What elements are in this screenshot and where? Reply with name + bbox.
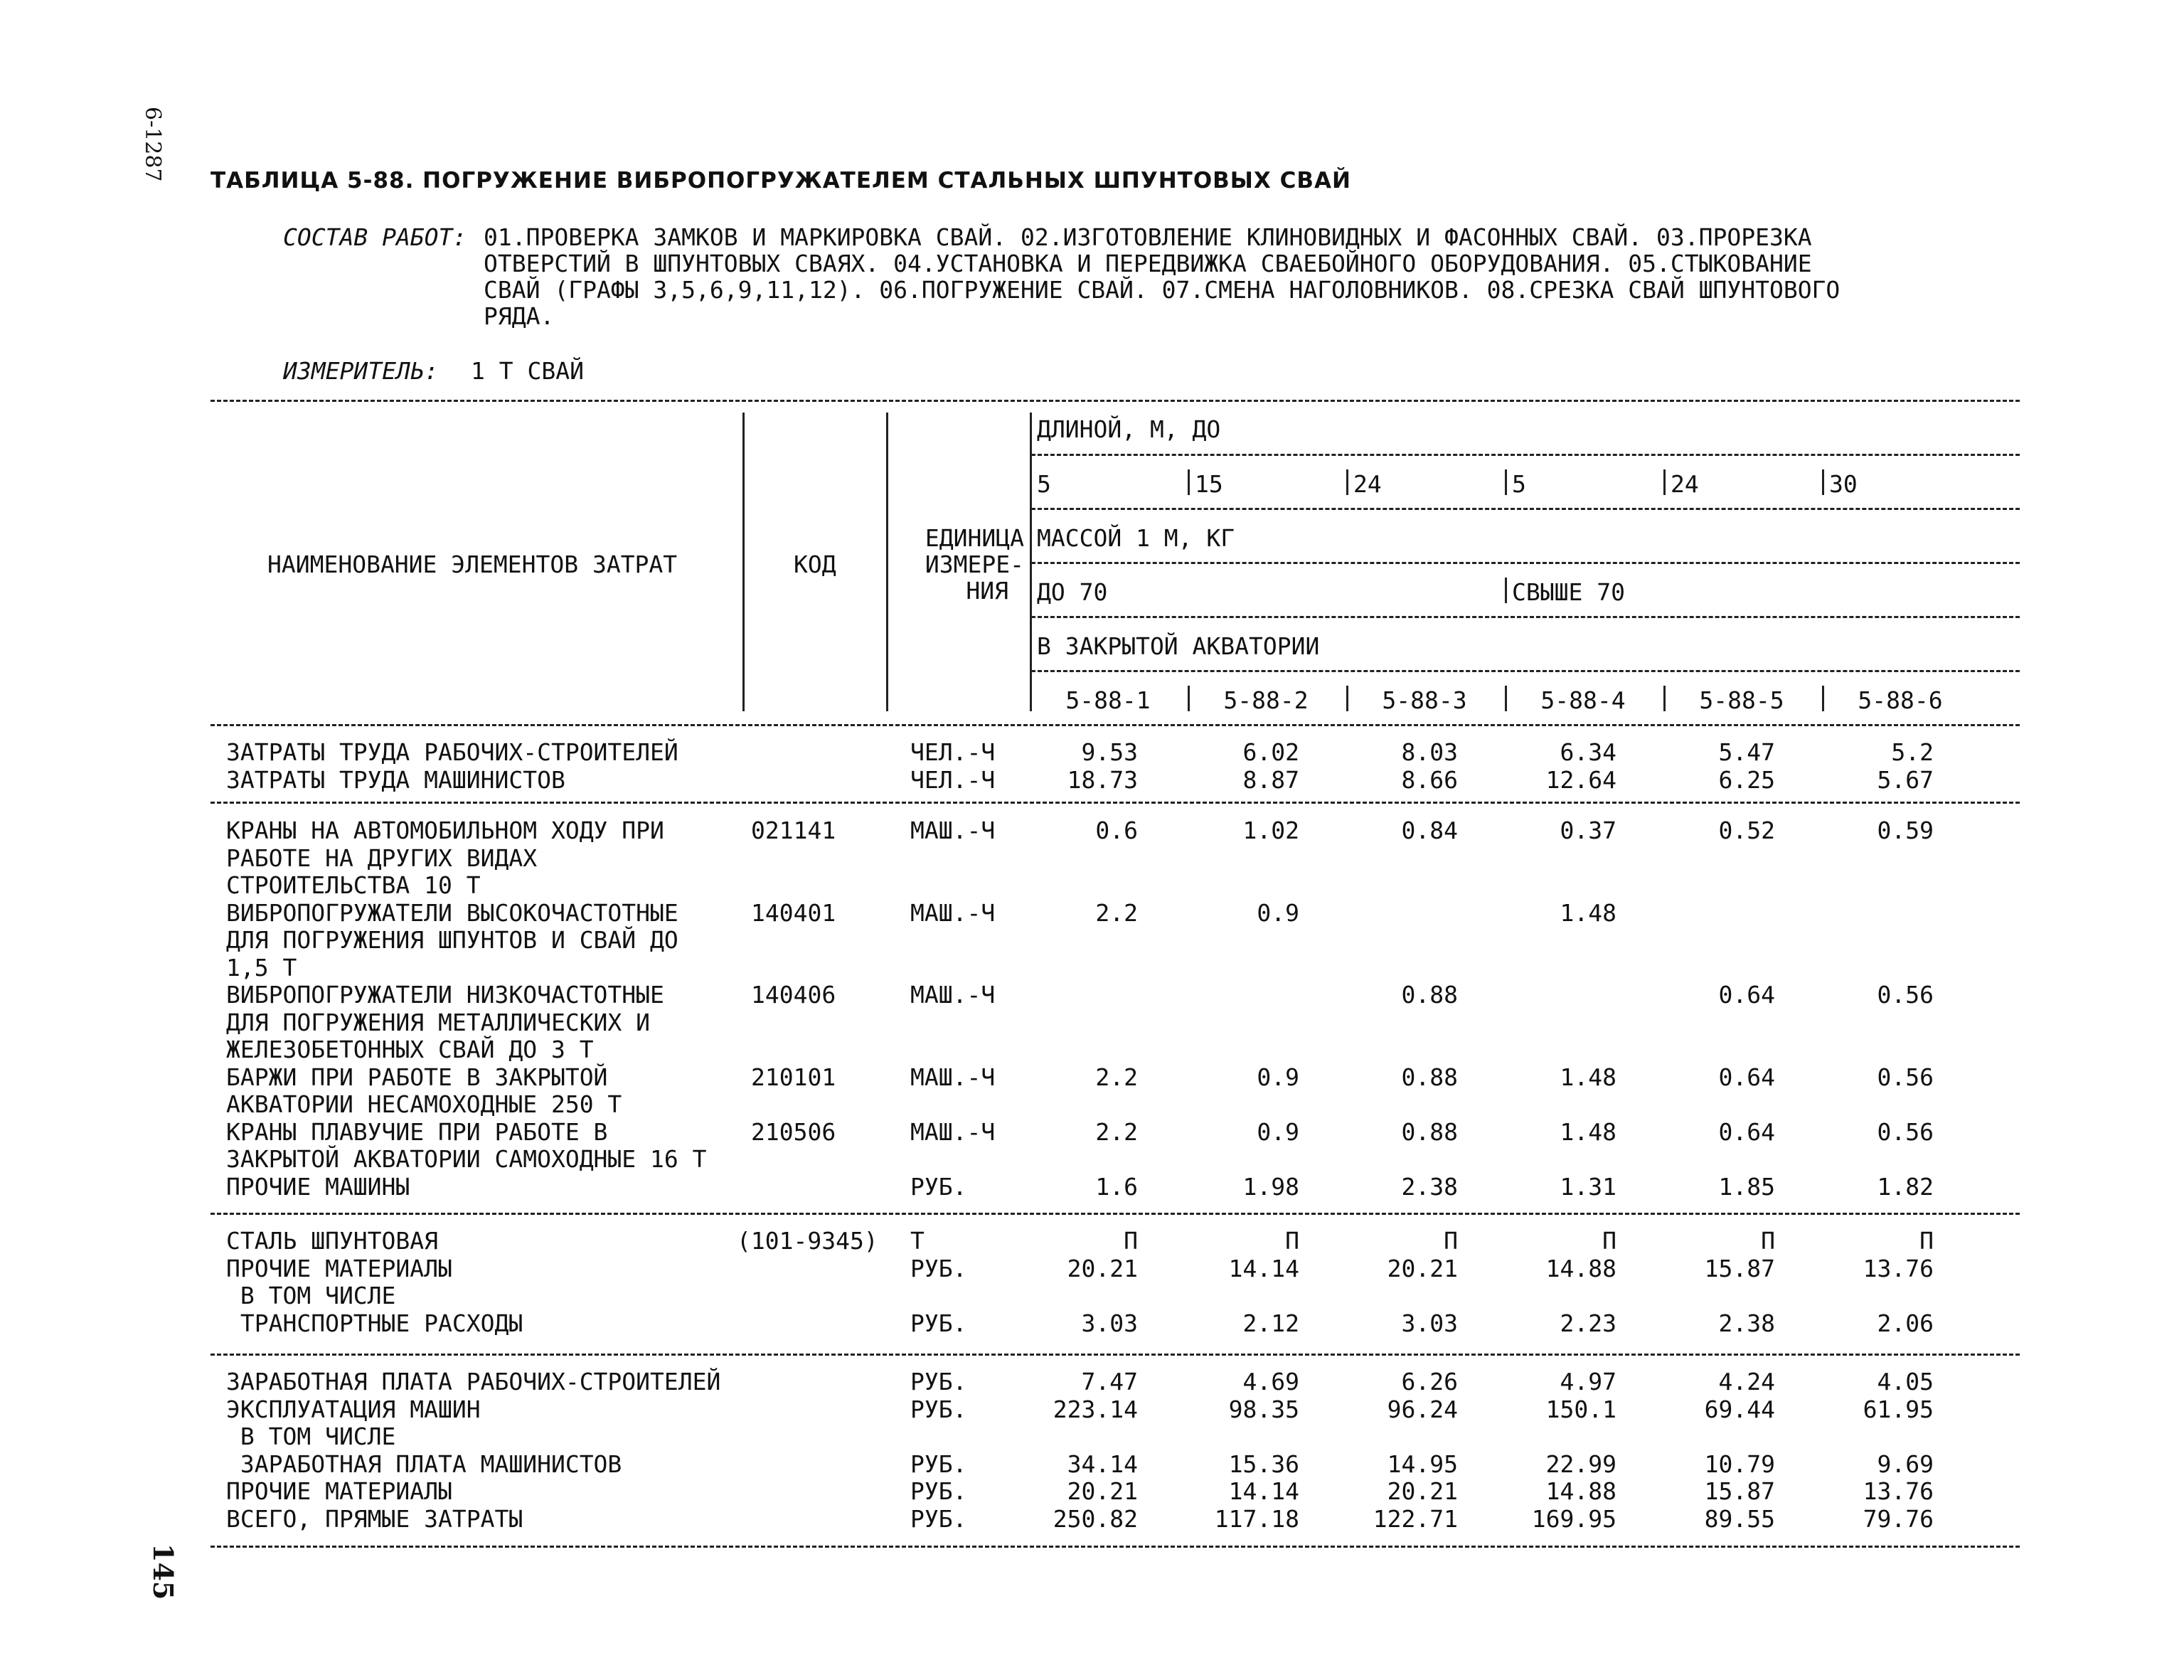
table-cell-value: 1.48	[1560, 1117, 1616, 1146]
header-sub-rule	[1031, 616, 2020, 618]
page-number: 145	[147, 1543, 179, 1600]
resource-code: 021141	[751, 817, 836, 844]
column-code: 5-88-1	[1065, 686, 1151, 714]
composition-line: СВАЙ (ГРАФЫ 3,5,6,9,11,12). 06.ПОГРУЖЕНИЕ СВАЙ. 07.СМЕНА НАГОЛОВНИКОВ. 08.СРЕЗКА СВАЙ ШПУНТОВОГО	[484, 276, 1841, 304]
table-cell-value: 1.82	[1877, 1172, 1934, 1201]
unit-of-measure: РУБ.	[910, 1309, 967, 1337]
table-cell-value: 150.1	[1545, 1395, 1616, 1423]
table-cell-value: 5.47	[1718, 738, 1775, 766]
section-rule	[211, 802, 2020, 804]
table-cell-value: 14.14	[1228, 1477, 1299, 1505]
table-cell-value: 2.12	[1242, 1309, 1299, 1337]
length-separator	[1663, 469, 1666, 495]
header-sub-rule	[1031, 670, 2020, 672]
unit-of-measure: РУБ.	[910, 1254, 967, 1282]
table-cell-value: 0.84	[1401, 817, 1458, 844]
table-cell-value: 15.87	[1704, 1254, 1775, 1282]
table-cell-value: 14.88	[1545, 1254, 1616, 1282]
cost-element-name: ДЛЯ ПОГРУЖЕНИЯ ШПУНТОВ И СВАЙ ДО	[226, 926, 678, 954]
table-top-rule	[211, 400, 2020, 402]
table-cell-value: 20.21	[1387, 1477, 1458, 1505]
section-rule	[211, 1354, 2020, 1356]
cost-element-name: ЗАТРАТЫ ТРУДА РАБОЧИХ-СТРОИТЕЛЕЙ	[226, 738, 678, 766]
table-cell-value: 2.06	[1877, 1309, 1934, 1337]
cost-element-name: ЗАРАБОТНАЯ ПЛАТА МАШИНИСТОВ	[226, 1450, 622, 1478]
table-cell-value: 15.36	[1228, 1450, 1299, 1478]
table-cell-value: 0.37	[1560, 817, 1616, 844]
table-cell-value: 14.14	[1228, 1254, 1299, 1282]
mass-label: МАССОЙ 1 М, КГ	[1037, 524, 1235, 552]
table-cell-value: 0.6	[1095, 817, 1138, 844]
table-cell-value: 9.53	[1081, 738, 1138, 766]
table-cell-value: 14.88	[1545, 1477, 1616, 1505]
measure-label: ИЗМЕРИТЕЛЬ:	[283, 357, 439, 385]
table-cell-value: 4.97	[1560, 1368, 1616, 1395]
table-cell-value: 2.2	[1095, 1063, 1138, 1091]
table-bottom-rule	[211, 1546, 2020, 1548]
section-rule	[211, 1213, 2020, 1215]
table-cell-value: 8.03	[1401, 738, 1458, 766]
table-cell-value: 1.48	[1560, 1063, 1616, 1091]
cost-element-name: РАБОТЕ НА ДРУГИХ ВИДАХ	[226, 844, 538, 872]
column-code: 5-88-2	[1223, 686, 1309, 714]
cost-element-name: 1,5 Т	[226, 953, 297, 982]
table-cell-value: 2.2	[1095, 898, 1138, 927]
cost-element-name: БАРЖИ ПРИ РАБОТЕ В ЗАКРЫТОЙ	[226, 1063, 608, 1091]
unit-of-measure: РУБ.	[910, 1172, 967, 1201]
table-cell-value: 169.95	[1531, 1504, 1616, 1533]
header-unit-line: ИЗМЕРЕ-	[925, 551, 1024, 578]
table-cell-value: 10.79	[1704, 1450, 1775, 1478]
composition-line: 01.ПРОВЕРКА ЗАМКОВ И МАРКИРОВКА СВАЙ. 02.ИЗГОТОВЛЕНИЕ КЛИНОВИДНЫХ И ФАСОННЫХ СВАЙ. 03.ПРОРЕЗКА	[484, 223, 1812, 251]
table-cell-value: 0.88	[1401, 1063, 1458, 1091]
code-separator	[1346, 686, 1348, 711]
cost-element-name: ВСЕГО, ПРЯМЫЕ ЗАТРАТЫ	[226, 1504, 523, 1533]
mass-group: СВЫШЕ 70	[1512, 578, 1625, 606]
table-cell-value: 5.2	[1891, 738, 1934, 766]
unit-of-measure: Т	[910, 1227, 925, 1255]
table-cell-value: П	[1602, 1227, 1616, 1255]
document-code: 6-1287	[140, 107, 165, 182]
resource-code: (101-9345)	[737, 1227, 878, 1255]
table-cell-value: 3.03	[1081, 1309, 1138, 1337]
table-cell-value: 22.99	[1545, 1450, 1616, 1478]
header-unit-line: НИЯ	[966, 577, 1008, 605]
table-cell-value: 0.88	[1401, 1117, 1458, 1146]
table-cell-value: 13.76	[1863, 1254, 1934, 1282]
table-cell-value: 34.14	[1067, 1450, 1138, 1478]
table-cell-value: 5.67	[1877, 765, 1934, 794]
table-cell-value: 20.21	[1067, 1477, 1138, 1505]
resource-code: 140401	[751, 898, 836, 927]
table-cell-value: П	[1285, 1227, 1299, 1255]
table-cell-value: 0.64	[1718, 1117, 1775, 1146]
table-cell-value: 6.02	[1242, 738, 1299, 766]
unit-of-measure: ЧЕЛ.-Ч	[910, 738, 996, 766]
cost-element-name: ЗАРАБОТНАЯ ПЛАТА РАБОЧИХ-СТРОИТЕЛЕЙ	[226, 1368, 721, 1395]
table-cell-value: 0.88	[1401, 981, 1458, 1009]
column-code: 5-88-6	[1858, 686, 1943, 714]
table-cell-value: 122.71	[1373, 1504, 1458, 1533]
unit-of-measure: МАШ.-Ч	[910, 817, 996, 844]
unit-of-measure: РУБ.	[910, 1395, 967, 1423]
unit-of-measure: ЧЕЛ.-Ч	[910, 765, 996, 794]
column-code: 5-88-5	[1699, 686, 1784, 714]
table-cell-value: 223.14	[1053, 1395, 1138, 1423]
table-cell-value: 96.24	[1387, 1395, 1458, 1423]
code-separator	[1663, 686, 1666, 711]
table-cell-value: 0.64	[1718, 981, 1775, 1009]
composition-line: РЯДА.	[484, 302, 555, 330]
table-cell-value: 0.56	[1877, 981, 1934, 1009]
cost-element-name: ВИБРОПОГРУЖАТЕЛИ ВЫСОКОЧАСТОТНЫЕ	[226, 898, 678, 927]
table-cell-value: 1.48	[1560, 898, 1616, 927]
table-cell-value: 79.76	[1863, 1504, 1934, 1533]
table-title: ТАБЛИЦА 5-88. ПОГРУЖЕНИЕ ВИБРОПОГРУЖАТЕЛЕМ СТАЛЬНЫХ ШПУНТОВЫХ СВАЙ	[211, 168, 1351, 193]
length-separator	[1505, 469, 1507, 495]
length-value: 30	[1829, 470, 1858, 498]
length-separator	[1822, 469, 1824, 495]
code-separator	[1188, 686, 1190, 711]
table-cell-value: 0.59	[1877, 817, 1934, 844]
table-cell-value: 0.56	[1877, 1117, 1934, 1146]
table-cell-value: 69.44	[1704, 1395, 1775, 1423]
resource-code: 210506	[751, 1117, 836, 1146]
table-cell-value: 0.52	[1718, 817, 1775, 844]
length-separator	[1188, 469, 1190, 495]
table-cell-value: 0.64	[1718, 1063, 1775, 1091]
cost-element-name: ПРОЧИЕ МАТЕРИАЛЫ	[226, 1477, 452, 1505]
table-cell-value: П	[1124, 1227, 1138, 1255]
mass-separator	[1505, 578, 1507, 603]
composition-label: СОСТАВ РАБОТ:	[283, 223, 467, 251]
column-code: 5-88-4	[1540, 686, 1626, 714]
cost-element-name: ЗАКРЫТОЙ АКВАТОРИИ САМОХОДНЫЕ 16 Т	[226, 1145, 707, 1173]
cost-element-name: ЭКСПЛУАТАЦИЯ МАШИН	[226, 1395, 481, 1423]
cost-element-name: КРАНЫ НА АВТОМОБИЛЬНОМ ХОДУ ПРИ	[226, 817, 664, 844]
cost-element-name: ЖЕЛЕЗОБЕТОННЫХ СВАЙ ДО 3 Т	[226, 1036, 594, 1063]
table-cell-value: 2.2	[1095, 1117, 1138, 1146]
table-cell-value: 3.03	[1401, 1309, 1458, 1337]
table-cell-value: 13.76	[1863, 1477, 1934, 1505]
cost-element-name: ТРАНСПОРТНЫЕ РАСХОДЫ	[226, 1309, 523, 1337]
cost-element-name: АКВАТОРИИ НЕСАМОХОДНЫЕ 250 Т	[226, 1090, 622, 1118]
header-name-column: НАИМЕНОВАНИЕ ЭЛЕМЕНТОВ ЗАТРАТ	[267, 551, 678, 578]
header-sub-rule	[1031, 562, 2020, 564]
table-cell-value: 0.9	[1257, 1117, 1299, 1146]
cost-element-name: КРАНЫ ПЛАВУЧИЕ ПРИ РАБОТЕ В	[226, 1117, 608, 1146]
table-cell-value: 61.95	[1863, 1395, 1934, 1423]
cost-element-name: В ТОМ ЧИСЛЕ	[226, 1423, 396, 1450]
header-code-column: КОД	[794, 551, 836, 578]
table-cell-value: П	[1444, 1227, 1458, 1255]
table-cell-value: 9.69	[1877, 1450, 1934, 1478]
cost-element-name: СТРОИТЕЛЬСТВА 10 Т	[226, 871, 481, 899]
table-cell-value: 98.35	[1228, 1395, 1299, 1423]
table-cell-value: 14.95	[1387, 1450, 1458, 1478]
unit-of-measure: РУБ.	[910, 1504, 967, 1533]
cost-element-name: ЗАТРАТЫ ТРУДА МАШИНИСТОВ	[226, 765, 565, 794]
column-separator	[886, 413, 888, 711]
table-cell-value: 15.87	[1704, 1477, 1775, 1505]
table-cell-value: 6.26	[1401, 1368, 1458, 1395]
header-unit-line: ЕДИНИЦА	[925, 524, 1024, 552]
table-cell-value: 12.64	[1545, 765, 1616, 794]
table-cell-value: 7.47	[1081, 1368, 1138, 1395]
resource-code: 210101	[751, 1063, 836, 1091]
unit-of-measure: МАШ.-Ч	[910, 1063, 996, 1091]
cost-element-name: ПРОЧИЕ МАТЕРИАЛЫ	[226, 1254, 452, 1282]
table-cell-value: 0.9	[1257, 1063, 1299, 1091]
column-separator	[1030, 413, 1032, 711]
resource-code: 140406	[751, 981, 836, 1009]
table-cell-value: 1.98	[1242, 1172, 1299, 1201]
length-separator	[1346, 469, 1348, 495]
measure-value: 1 Т СВАЙ	[471, 357, 584, 385]
table-cell-value: 8.66	[1401, 765, 1458, 794]
table-cell-value: 117.18	[1214, 1504, 1299, 1533]
table-cell-value: 1.31	[1560, 1172, 1616, 1201]
table-cell-value: 1.02	[1242, 817, 1299, 844]
unit-of-measure: РУБ.	[910, 1368, 967, 1395]
table-cell-value: 1.6	[1095, 1172, 1138, 1201]
column-code: 5-88-3	[1382, 686, 1467, 714]
cost-element-name: ДЛЯ ПОГРУЖЕНИЯ МЕТАЛЛИЧЕСКИХ И	[226, 1008, 651, 1036]
length-value: 5	[1037, 470, 1051, 498]
unit-of-measure: МАШ.-Ч	[910, 981, 996, 1009]
code-separator	[1505, 686, 1507, 711]
table-cell-value: П	[1919, 1227, 1934, 1255]
header-sub-rule	[1031, 454, 2020, 456]
header-bottom-rule	[211, 724, 2020, 726]
table-cell-value: 20.21	[1067, 1254, 1138, 1282]
table-cell-value: 6.25	[1718, 765, 1775, 794]
table-cell-value: 18.73	[1067, 765, 1138, 794]
table-cell-value: 4.69	[1242, 1368, 1299, 1395]
table-cell-value: 4.05	[1877, 1368, 1934, 1395]
table-cell-value: 0.56	[1877, 1063, 1934, 1091]
table-cell-value: П	[1761, 1227, 1775, 1255]
cost-element-name: ПРОЧИЕ МАШИНЫ	[226, 1172, 410, 1201]
table-cell-value: 2.38	[1718, 1309, 1775, 1337]
cost-element-name: ВИБРОПОГРУЖАТЕЛИ НИЗКОЧАСТОТНЫЕ	[226, 981, 664, 1009]
table-cell-value: 8.87	[1242, 765, 1299, 794]
water-label: В ЗАКРЫТОЙ АКВАТОРИИ	[1037, 632, 1320, 660]
table-cell-value: 20.21	[1387, 1254, 1458, 1282]
length-value: 24	[1671, 470, 1699, 498]
cost-element-name: СТАЛЬ ШПУНТОВАЯ	[226, 1227, 439, 1255]
table-cell-value: 2.23	[1560, 1309, 1616, 1337]
table-cell-value: 0.9	[1257, 898, 1299, 927]
table-cell-value: 1.85	[1718, 1172, 1775, 1201]
length-value: 15	[1195, 470, 1223, 498]
unit-of-measure: МАШ.-Ч	[910, 1117, 996, 1146]
table-cell-value: 4.24	[1718, 1368, 1775, 1395]
length-value: 24	[1353, 470, 1382, 498]
unit-of-measure: РУБ.	[910, 1477, 967, 1505]
cost-element-name: В ТОМ ЧИСЛЕ	[226, 1282, 396, 1309]
table-cell-value: 89.55	[1704, 1504, 1775, 1533]
unit-of-measure: МАШ.-Ч	[910, 898, 996, 927]
header-sub-rule	[1031, 508, 2020, 510]
table-cell-value: 6.34	[1560, 738, 1616, 766]
length-value: 5	[1512, 470, 1526, 498]
table-cell-value: 2.38	[1401, 1172, 1458, 1201]
code-separator	[1822, 686, 1824, 711]
length-label: ДЛИНОЙ, М, ДО	[1037, 415, 1221, 443]
composition-line: ОТВЕРСТИЙ В ШПУНТОВЫХ СВАЯХ. 04.УСТАНОВКА И ПЕРЕДВИЖКА СВАЕБОЙНОГО ОБОРУДОВАНИЯ. 05.СТЫКОВАНИЕ	[484, 250, 1812, 277]
mass-group: ДО 70	[1037, 578, 1108, 606]
table-cell-value: 250.82	[1053, 1504, 1138, 1533]
column-separator	[742, 413, 745, 711]
unit-of-measure: РУБ.	[910, 1450, 967, 1478]
